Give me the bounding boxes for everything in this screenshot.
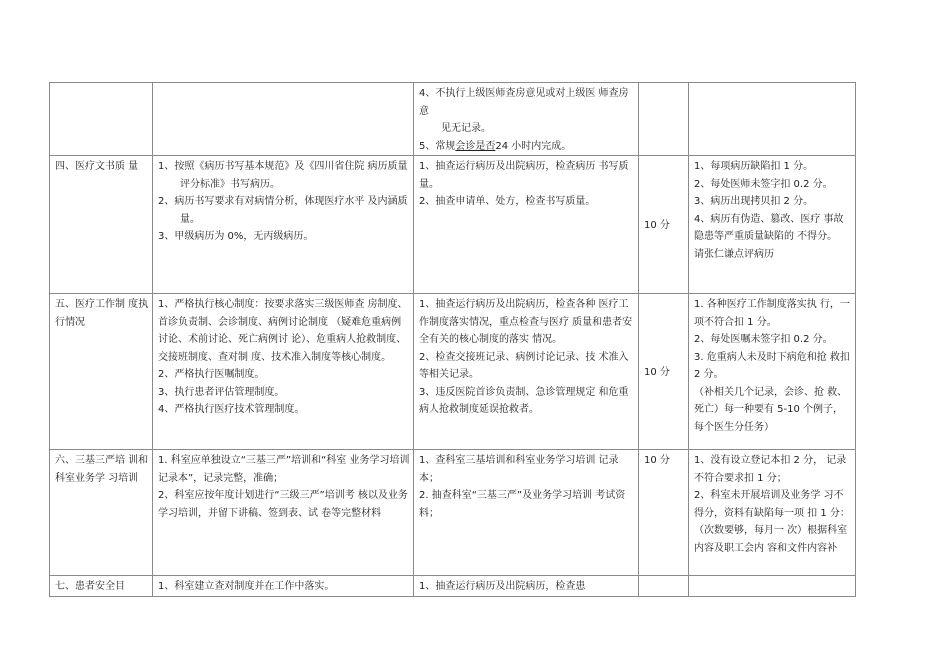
check-item: 3、违反医院首诊负责制、急诊管理规定 和危重病人抢救制度延误抢救者。 [419, 386, 629, 415]
section-cell: 七、患者安全目 [50, 576, 153, 597]
check-item: 2. 抽查科室“三基三严”及业务学习培训 考试资料； [419, 490, 626, 519]
deductions-cell [689, 83, 856, 156]
requirement-item: 2、科室应按年度计划进行“三级三严”培训考 核以及业务学习培训，并留下讲稿、签到表、试 卷等完整材料 [158, 490, 408, 519]
requirement-item-continuation: 评分标准》书写病历。 [180, 178, 280, 190]
table-row [50, 83, 856, 156]
deduction-item: 1. 各种医疗工作制度落实执 行，一项不符合扣 1 分。 [694, 299, 850, 328]
deduction-item: 4、病历有伪造、篡改、医疗 事故隐患等严重质量缺陷的 不得分。 [694, 213, 844, 242]
check-item: 2、抽查申请单、处方，检查书写质量。 [419, 196, 596, 207]
check-item-continuation: 见无记录。 [441, 123, 491, 134]
requirement-item: 2、严格执行医嘱制度。 [158, 369, 265, 380]
requirements-cell [153, 576, 414, 597]
table-row [50, 576, 856, 597]
requirement-item: 1. 科室应单独设立“三基三严”培训和“科室 业务学习培训记录本”，记录完整，准确； [158, 455, 410, 484]
check-item: 1、抽查运行病历及出院病历，检查病历 书写质量。 [419, 161, 629, 190]
deduction-item: 3、病历出现拷贝扣 2 分。 [694, 196, 814, 207]
requirements-cell [153, 450, 414, 576]
deduction-item: 1、每项病历缺陷扣 1 分。 [694, 161, 814, 172]
section-cell [50, 83, 153, 156]
deduction-item: 2、科室未开展培训及业务学 习不得分，资料有缺陷每一项 扣 1 分：（次数要够，每月一 次）根据科室内容及职工会内 容和文件内容补 [694, 490, 850, 554]
table-row [50, 294, 856, 450]
checks-cell [414, 576, 639, 597]
deductions-cell [689, 450, 856, 576]
checks-cell [414, 294, 639, 450]
assessment-table [49, 82, 856, 597]
score-cell: 10 分 [639, 294, 689, 450]
deduction-note: （补相关几个记录，会诊、抢 救、死亡）每一种要有 5-10 个例子，每个医生分任务） [694, 386, 848, 433]
score-value: 10 分 [644, 455, 670, 466]
requirement-item-continuation: 量。 [180, 213, 200, 225]
requirements-cell [153, 156, 414, 294]
checks-cell [414, 83, 639, 156]
check-item: 2、检查交接班记录、病例讨论记录、技 术准入等相关记录。 [419, 351, 629, 380]
deductions-cell [689, 294, 856, 450]
requirement-item: 1、科室建立查对制度并在工作中落实。 [158, 581, 335, 592]
deduction-item: 1、没有设立登记本扣 2 分， 记录不符合要求扣 1 分； [694, 455, 847, 484]
score-cell: 10 分 [639, 156, 689, 294]
deductions-cell [689, 576, 856, 597]
check-item: 4、不执行上级医师查房意见或对上级医 师查房意 [419, 88, 629, 117]
score-cell [639, 83, 689, 156]
table-row [50, 156, 856, 294]
deduction-item: 2、每处医师未签字扣 0.2 分。 [694, 178, 833, 190]
requirement-item: 1、按照《病历书写基本规范》及《四川省住院 病历质量 [158, 161, 408, 172]
deduction-item: 2、每处医嘱未签字扣 0.2 分。 [694, 334, 833, 345]
section-cell: 六、三基三严培 训和科室业务学 习培训 [50, 450, 153, 576]
check-item: 1、查科室三基培训和科室业务学习培训 记录本； [419, 455, 619, 484]
score-cell [639, 576, 689, 597]
requirements-cell [153, 294, 414, 450]
checks-cell [414, 156, 639, 294]
section-cell: 四、医疗文书质 量 [50, 156, 153, 294]
requirements-cell [153, 83, 414, 156]
deduction-item: 3. 危重病人未及时下病危和抢 救扣 2 分。 [694, 351, 850, 380]
requirement-item: 2、病历书写要求有对病情分析，体现医疗水平 及内涵质 [158, 196, 408, 207]
requirement-item: 1、严格执行核心制度：按要求落实三级医师查 房制度、首诊负责制、会诊制度、病例讨论制度 （疑难危重病例讨论、术前讨论、死亡病例讨 论）、危重病人抢救制度、交接班制度、查对制 度、技术准入制度等核心制度。 [158, 299, 408, 363]
check-item: 1、抽查运行病历及出院病历，检查患 [419, 581, 586, 592]
requirement-item: 3、甲级病历为 0%，无丙级病历。 [158, 231, 314, 242]
section-cell: 五、医疗工作制 度执行情况 [50, 294, 153, 450]
requirement-item: 4、严格执行医疗技术管理制度。 [158, 404, 305, 415]
deduction-note: 请张仁谦点评病历 [694, 248, 774, 260]
table-row [50, 450, 856, 576]
deductions-cell [689, 156, 856, 294]
score-cell [639, 450, 689, 576]
check-item: 1、抽查运行病历及出院病历，检查各种 医疗工作制度落实情况，重点检查与医疗 质量和患者安全有关的核心制度的落实 情况。 [419, 299, 633, 345]
check-item: 5、常规会诊是否24 小时内完成。 [419, 140, 572, 152]
checks-cell [414, 450, 639, 576]
requirement-item: 3、执行患者评估管理制度。 [158, 386, 285, 398]
